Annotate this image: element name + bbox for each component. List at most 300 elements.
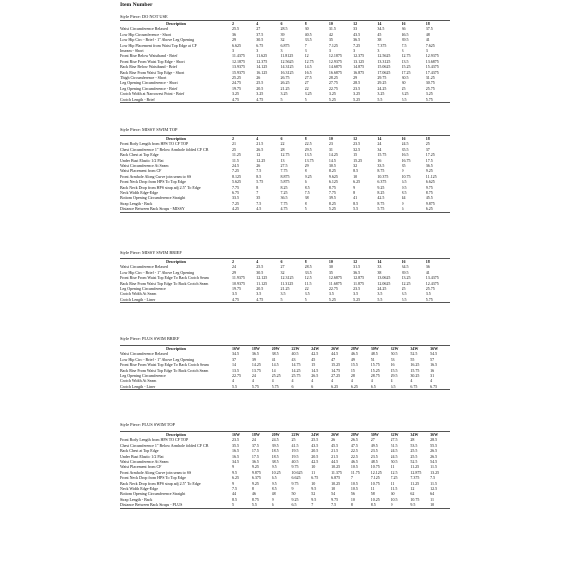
measurement-cell: 16.875 [353, 69, 365, 75]
measurement-cell: 4 [291, 378, 294, 384]
measurement-cell: 44 [232, 491, 236, 497]
measurement-cell: 25 [291, 437, 296, 443]
measurement-cell: 8.25 [328, 168, 336, 174]
column-header-size: 18W [251, 432, 260, 437]
measurement-cell: 56 [350, 491, 355, 497]
measurement-cell: 7.5 [256, 200, 262, 206]
measurement-cell: 8 [350, 502, 353, 508]
measurement-cell: 3.25 [304, 91, 312, 97]
measurement-cell: 19.5 [291, 453, 299, 459]
row-description: Strap Length - Back [120, 496, 153, 502]
measurement-cell: 9.75 [331, 496, 339, 502]
measurement-cell: 62 [410, 491, 415, 497]
measurement-cell: 17.25 [425, 152, 435, 158]
measurement-cell: 6.5 [401, 179, 407, 185]
column-header-size: 16 [401, 21, 406, 26]
column-header-size: 14 [377, 259, 382, 264]
measurement-cell: 22.5 [350, 453, 358, 459]
measurement-cell: 11 [311, 469, 316, 475]
measurement-cell: 14.5 [304, 64, 312, 70]
measurement-cell: 44.5 [331, 351, 339, 357]
row-description: Neck Width Edge-Edge [120, 190, 158, 196]
measurement-cell: 8 [304, 200, 307, 206]
measurement-cell: 15.0625 [377, 64, 391, 70]
row-description: Bottom Opening Circumference Straight [120, 195, 186, 201]
measurement-cell: 25 [232, 146, 236, 152]
measurement-cell: 26.5 [311, 373, 319, 379]
measurement-cell: 16 [390, 362, 395, 368]
measurement-cell: 16.25 [410, 362, 420, 368]
row-description: Low Hip Circ - Brief - 1" Above Leg Opening [120, 269, 195, 275]
measurement-cell: 42.5 [311, 459, 319, 465]
measurement-cell: 11.875 [353, 280, 364, 286]
measurement-cell: 12.25 [401, 280, 411, 286]
measurement-cell: 48.5 [370, 459, 378, 465]
measurement-cell: 28.5 [304, 264, 312, 270]
measurement-cell: 19.75 [232, 85, 241, 91]
measurement-cell: 29.75 [377, 75, 387, 81]
measurement-cell: 24 [251, 373, 256, 379]
measurement-cell: 43.5 [353, 31, 361, 37]
column-header-size: 22W [291, 432, 300, 437]
measurement-cell: 26 [256, 163, 261, 169]
measurement-cell: 13.5 [232, 367, 239, 373]
row-description: Chest Circumference 1" Below Armhole folded CF CB [120, 146, 209, 152]
measurement-cell: 45 [311, 356, 316, 362]
measurement-cell: 3.25 [425, 91, 433, 97]
column-header-size: 4 [256, 136, 259, 141]
measurement-cell: 12.5 [304, 275, 312, 281]
measurement-cell: 6.75 [232, 190, 239, 196]
measurement-cell: 32 [280, 37, 285, 43]
measurement-cell: 8.25 [280, 184, 288, 190]
measurement-cell: 9.5 [232, 469, 237, 475]
column-header-size: 32W [390, 346, 399, 351]
measurement-cell: 14.125 [256, 64, 268, 70]
measurement-cell: 5.25 [353, 96, 361, 102]
column-header-size: 30W [370, 346, 379, 351]
measurement-cell: 12.1875 [328, 53, 342, 59]
measurement-cell: 9.75 [291, 464, 299, 470]
measurement-cell: 15 [311, 362, 316, 368]
measurement-cell: 3 [280, 48, 283, 54]
measurement-cell: 32 [280, 269, 285, 275]
measurement-cell: 8.5 [271, 486, 277, 492]
measurement-cell: 12.6875 [328, 275, 342, 281]
measurement-cell: 24.5 [390, 453, 398, 459]
measurement-cell: 10 [311, 464, 316, 470]
measurement-cell: 55 [410, 356, 415, 362]
measurement-cell: 20.5 [311, 453, 319, 459]
measurement-cell: 5.875 [280, 179, 290, 185]
row-description: Waist Placement from CF [120, 464, 162, 470]
measurement-cell: 36.5 [353, 37, 361, 43]
measurement-cell: 26.5 [430, 448, 438, 454]
column-header-description: Description [166, 259, 186, 264]
measurement-cell: 34.5 [401, 264, 409, 270]
row-description: Neck Width Edge-Edge [120, 486, 158, 492]
measurement-cell: 7.5 [304, 190, 310, 196]
measurement-cell: 3 [377, 48, 380, 54]
measurement-cell: 48.5 [370, 351, 378, 357]
measurement-cell: 27.75 [328, 80, 338, 86]
measurement-cell: 26 [331, 437, 336, 443]
measurement-cell: 35 [328, 269, 333, 275]
measurement-cell: 9.75 [425, 184, 433, 190]
measurement-cell: 12.9375 [328, 58, 342, 64]
measurement-cell: 4 [370, 378, 373, 384]
spec-table-do-not-use [120, 20, 450, 103]
measurement-cell: 3.25 [353, 91, 361, 97]
measurement-cell: 14.25 [291, 367, 301, 373]
measurement-cell: 7.75 [280, 168, 288, 174]
measurement-cell: 9 [232, 480, 234, 486]
measurement-cell: 16.5 [304, 69, 312, 75]
measurement-cell: 21 [232, 141, 236, 147]
measurement-cell: 11.25 [410, 480, 420, 486]
measurement-cell: 12.5 [430, 486, 438, 492]
row-description: Low Hip Circ - Brief - 1" Above Leg Opening [120, 37, 195, 43]
column-header-size: 10 [328, 21, 333, 26]
measurement-cell: 22.5 [304, 141, 312, 147]
measurement-cell: 4.75 [232, 96, 239, 102]
measurement-cell: 3 [232, 48, 234, 54]
measurement-cell: 23.5 [353, 141, 361, 147]
measurement-cell: 33.5 [304, 37, 312, 43]
measurement-cell: 34.5 [232, 459, 239, 465]
measurement-cell: 28.5 [353, 80, 361, 86]
measurement-cell: 21.25 [280, 286, 290, 292]
style-label-missy-swim-top: Style Piece: MISSY SWIM TOP [120, 127, 178, 132]
measurement-cell: 10.75 [370, 480, 380, 486]
measurement-cell: 13.25 [430, 469, 440, 475]
measurement-cell: 3.5 [377, 291, 383, 297]
measurement-cell: 9.25 [304, 173, 312, 179]
measurement-cell: 53.5 [410, 442, 418, 448]
measurement-cell: 14.75 [331, 367, 341, 373]
measurement-cell: 9.5 [401, 184, 407, 190]
measurement-cell: 24.5 [390, 448, 398, 454]
row-description: Inseam - Short [120, 48, 144, 54]
measurement-cell: 11.3125 [280, 280, 294, 286]
measurement-cell: 7.5 [331, 502, 337, 508]
measurement-cell: 11.125 [425, 173, 437, 179]
row-description: Waist Circumference At Seam [120, 163, 169, 169]
measurement-cell: 25.5 [232, 26, 239, 32]
measurement-cell: 12.3125 [280, 275, 294, 281]
measurement-cell: 40.5 [291, 459, 299, 465]
measurement-cell: 14.6875 [328, 64, 342, 70]
measurement-cell: 25.5 [256, 80, 264, 86]
measurement-cell: 28 [280, 146, 285, 152]
measurement-cell: 30.5 [256, 37, 264, 43]
row-description: Crotch Length - Liner [120, 296, 156, 302]
measurement-cell: 7.25 [232, 168, 239, 174]
column-header-size: 6 [280, 259, 283, 264]
measurement-cell: 11.4375 [232, 53, 245, 59]
measurement-cell: 7 [311, 502, 314, 508]
measurement-cell: 26 [256, 75, 261, 81]
measurement-cell: 10.375 [377, 173, 389, 179]
measurement-cell: 7.25 [232, 200, 239, 206]
measurement-cell: 44.5 [331, 459, 339, 465]
row-description: Crotch Width At Seam [120, 378, 157, 384]
measurement-cell: 5 [280, 296, 283, 302]
measurement-cell: 3 [328, 48, 331, 54]
style-label-plus-swim-top: Style Piece: PLUS SWIM TOP [120, 422, 175, 427]
measurement-cell: 4 [232, 378, 234, 384]
measurement-cell: 14.75 [291, 362, 301, 368]
measurement-cell: 14.25 [251, 362, 261, 368]
measurement-cell: 3.25 [232, 91, 239, 97]
measurement-cell: 10.5 [350, 486, 358, 492]
measurement-cell: 3.25 [377, 91, 385, 97]
measurement-cell: 13.125 [353, 58, 365, 64]
column-header-size: 2 [232, 21, 234, 26]
measurement-cell: 38 [377, 269, 382, 275]
measurement-cell: 24 [251, 437, 256, 443]
measurement-cell: 15.9375 [232, 69, 245, 75]
measurement-cell: 35 [328, 37, 333, 43]
column-header-size: 28W [350, 346, 359, 351]
measurement-cell: 6.25 [350, 383, 358, 389]
measurement-cell: 42 [328, 31, 333, 37]
row-description: Crotch Length - Brief [120, 96, 155, 102]
measurement-cell: 29.5 [390, 373, 398, 379]
table-row [120, 206, 450, 211]
measurement-cell: 11.75 [350, 469, 360, 475]
measurement-cell: 8.5 [353, 168, 359, 174]
measurement-cell: 35.5 [401, 146, 409, 152]
measurement-cell: 14 [232, 362, 236, 368]
measurement-cell: 30 [304, 26, 309, 32]
measurement-cell: 7.5 [256, 168, 262, 174]
measurement-cell: 64 [430, 491, 435, 497]
measurement-cell: 9.625 [328, 173, 338, 179]
measurement-cell: 21.5 [331, 448, 339, 454]
measurement-cell: 15 [353, 152, 358, 158]
row-description: Front Neck Drop from HPS To Top Edge [120, 475, 186, 481]
measurement-cell: 8.5 [232, 496, 237, 502]
row-description: Waist Circumference At Seam [120, 459, 169, 465]
measurement-cell: 4 [350, 378, 353, 384]
measurement-cell: 17.5 [251, 448, 259, 454]
measurement-cell: 11.375 [331, 469, 342, 475]
measurement-cell: 9.5 [311, 486, 317, 492]
measurement-cell: 3 [401, 48, 404, 54]
column-header-size: 4 [256, 21, 259, 26]
measurement-cell: 10 [430, 502, 435, 508]
measurement-cell: 45.5 [331, 442, 339, 448]
measurement-cell: 45 [377, 31, 382, 37]
measurement-cell: 29 [304, 163, 309, 169]
measurement-cell: 11 [390, 464, 395, 470]
measurement-cell: 15.5 [390, 367, 398, 373]
measurement-cell: 4 [410, 378, 413, 384]
measurement-cell: 14.875 [353, 64, 365, 70]
measurement-cell: 6.25 [425, 206, 433, 212]
measurement-cell: 12.5625 [280, 58, 294, 64]
measurement-cell: 8.25 [328, 200, 336, 206]
measurement-cell: 9.875 [251, 469, 261, 475]
measurement-cell: 27 [256, 26, 261, 32]
measurement-cell: 9 [401, 168, 404, 174]
measurement-cell: 6.5 [390, 383, 396, 389]
measurement-cell: 29 [353, 75, 358, 81]
measurement-cell: 7.25 [353, 42, 361, 48]
measurement-cell: 33.5 [377, 163, 385, 169]
measurement-cell: 34.5 [377, 26, 385, 32]
measurement-cell: 7.5 [232, 486, 237, 492]
document-title: Item Number [120, 2, 153, 8]
measurement-cell: 23.5 [353, 85, 361, 91]
spec-table [120, 21, 450, 102]
measurement-cell: 49 [350, 356, 355, 362]
measurement-cell: 3.5 [304, 291, 310, 297]
measurement-cell: 12.875 [353, 275, 365, 281]
measurement-cell: 5.5 [401, 296, 407, 302]
row-description: Front Rise From Waist Top Edge To Back Crotch Seam [120, 275, 209, 281]
measurement-cell: 7.75 [280, 200, 288, 206]
measurement-cell: 31 [430, 373, 435, 379]
measurement-cell: 9.75 [291, 480, 299, 486]
measurement-cell: 33.5 [304, 269, 312, 275]
measurement-cell: 47 [331, 356, 336, 362]
row-description: Waist Circumference Relaxed [120, 26, 168, 32]
column-header-size: 22W [291, 346, 300, 351]
measurement-cell: 20.5 [311, 448, 319, 454]
table-row [120, 502, 450, 507]
measurement-cell: 15.25 [331, 362, 341, 368]
measurement-cell: 7.25 [390, 475, 398, 481]
measurement-cell: 10 [311, 480, 316, 486]
row-description: Front Body Length from HPS TO CF TOP [120, 437, 189, 443]
measurement-cell: 34 [377, 146, 382, 152]
table-row [120, 97, 450, 102]
measurement-cell: 33.5 [232, 195, 239, 201]
measurement-cell: 29 [232, 37, 236, 43]
measurement-cell: 12 [304, 53, 309, 59]
measurement-cell: 37 [425, 146, 430, 152]
measurement-cell: 13.25 [401, 275, 411, 281]
measurement-cell: 10.25 [331, 464, 341, 470]
measurement-cell: 10.25 [331, 480, 341, 486]
row-description: Leg Opening Circumference [120, 286, 166, 292]
measurement-cell: 6.625 [425, 179, 435, 185]
measurement-cell: 9.5 [271, 464, 277, 470]
measurement-cell: 46.5 [350, 459, 358, 465]
column-header-description: Description [166, 432, 186, 437]
measurement-cell: 29.25 [377, 80, 387, 86]
measurement-cell: 31.5 [328, 26, 336, 32]
measurement-cell: 4 [331, 378, 334, 384]
measurement-cell: 24.5 [401, 141, 409, 147]
measurement-cell: 31.25 [425, 75, 435, 81]
measurement-cell: 41 [353, 195, 358, 201]
measurement-cell: 9 [390, 502, 393, 508]
measurement-cell: 9.25 [377, 184, 385, 190]
measurement-cell: 9.25 [291, 496, 299, 502]
measurement-cell: 9 [232, 464, 234, 470]
measurement-cell: 41 [425, 37, 430, 43]
measurement-cell: 12.375 [256, 58, 268, 64]
measurement-cell: 4 [311, 378, 314, 384]
measurement-cell: 12.875 [410, 469, 422, 475]
measurement-cell: 50 [291, 491, 296, 497]
measurement-cell: 13.0625 [377, 275, 391, 281]
measurement-cell: 38 [304, 195, 309, 201]
measurement-cell: 6.875 [280, 42, 290, 48]
measurement-cell: 50.5 [390, 459, 398, 465]
measurement-cell: 25 [425, 141, 430, 147]
measurement-cell: 7 [256, 190, 259, 196]
measurement-cell: 51 [370, 356, 375, 362]
measurement-cell: 25.5 [410, 448, 418, 454]
measurement-cell: 15.4375 [425, 64, 439, 70]
measurement-cell: 54.5 [430, 459, 438, 465]
measurement-cell: 16.5 [232, 448, 239, 454]
measurement-cell: 12.0625 [377, 280, 391, 286]
measurement-cell: 24.25 [377, 286, 387, 292]
measurement-cell: 10 [331, 486, 336, 492]
measurement-cell: 16.125 [256, 69, 268, 75]
measurement-cell: 39.5 [271, 442, 279, 448]
measurement-cell: 4.75 [232, 296, 239, 302]
measurement-cell: 27.5 [280, 163, 288, 169]
column-header-size: 8 [304, 21, 307, 26]
row-description: Waist Circumference Relaxed [120, 264, 168, 270]
measurement-cell: 3 [256, 48, 259, 54]
measurement-cell: 41.5 [291, 442, 299, 448]
measurement-cell: 10 [350, 496, 355, 502]
row-description: Low Hip Circumference - Short [120, 31, 172, 37]
measurement-cell: 11.625 [256, 53, 268, 59]
measurement-cell: 8.75 [425, 190, 433, 196]
measurement-cell: 22.75 [328, 85, 338, 91]
measurement-cell: 5.5 [377, 96, 383, 102]
measurement-cell: 38.5 [271, 351, 279, 357]
measurement-cell: 16.5 [232, 453, 239, 459]
measurement-cell: 12.5625 [377, 53, 391, 59]
measurement-cell: 6.875 [331, 475, 341, 481]
measurement-cell: 7.125 [370, 475, 380, 481]
measurement-cell: 22.75 [232, 373, 241, 379]
measurement-cell: 6.75 [311, 475, 319, 481]
measurement-cell: 5 [304, 296, 307, 302]
measurement-cell: 10.75 [410, 496, 420, 502]
measurement-cell: 6.375 [251, 475, 261, 481]
measurement-cell: 22 [304, 85, 309, 91]
measurement-cell: 22.75 [328, 286, 338, 292]
measurement-cell: 4.75 [280, 206, 288, 212]
measurement-cell: 17.5 [251, 453, 259, 459]
measurement-cell: 7.75 [328, 190, 336, 196]
measurement-cell: 14.3125 [280, 64, 294, 70]
measurement-cell: 6 [401, 206, 404, 212]
measurement-cell: 8 [304, 168, 307, 174]
column-header-size: 18 [425, 136, 430, 141]
measurement-cell: 15 [350, 367, 355, 373]
measurement-cell: 14 [271, 367, 276, 373]
measurement-cell: 4.75 [256, 96, 264, 102]
measurement-cell: 23.5 [370, 453, 378, 459]
measurement-cell: 10.5 [350, 480, 358, 486]
measurement-cell: 41 [271, 356, 276, 362]
row-description: Back Chest at Top Edge [120, 152, 159, 158]
column-header-description: Description [166, 346, 186, 351]
measurement-cell: 9.25 [251, 480, 259, 486]
column-header-size: 8 [304, 259, 307, 264]
